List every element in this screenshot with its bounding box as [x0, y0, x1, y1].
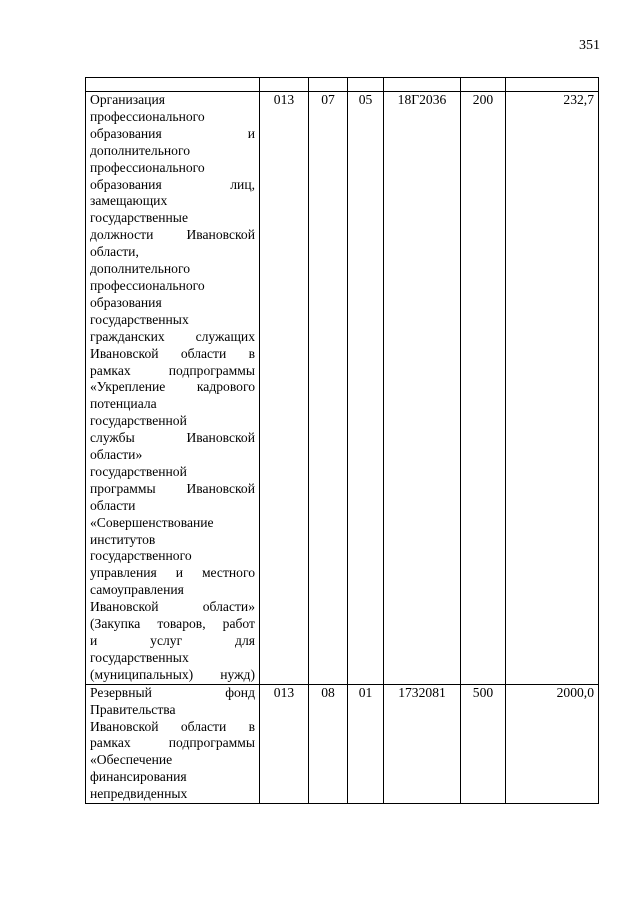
- row-name-line: государственные: [90, 210, 188, 226]
- row-name-line: Ивановской области в: [90, 718, 255, 734]
- table-row: [86, 684, 599, 803]
- row-item-code: 1732081: [384, 684, 461, 803]
- row-sum: 232,7: [506, 92, 599, 685]
- row-name-line: дополнительного: [90, 142, 191, 158]
- row-section-code: 08: [309, 684, 348, 803]
- row-name-line: Ивановской области»: [90, 599, 255, 615]
- header-cell-item: [384, 78, 461, 92]
- row-admin-code: 013: [260, 92, 309, 685]
- row-name-line: службы Ивановской: [90, 430, 255, 446]
- row-name-line: гражданских служащих: [90, 328, 255, 344]
- row-name-line: государственных: [90, 649, 189, 665]
- row-name-line: финансирования: [90, 769, 187, 785]
- page-number: 351: [579, 38, 600, 53]
- row-name-line: «Обеспечение: [90, 752, 173, 768]
- header-cell-section: [309, 78, 348, 92]
- row-type-code: 200: [461, 92, 506, 685]
- row-subsection-code: 01: [348, 684, 384, 803]
- row-name-line: государственной: [90, 463, 187, 479]
- row-name-line: программы Ивановской: [90, 480, 255, 496]
- row-name-line: образования лиц,: [90, 176, 255, 192]
- row-item-code: 18Г2036: [384, 92, 461, 685]
- row-name-line: профессионального: [90, 277, 205, 293]
- row-name-line: Резервный фонд: [90, 684, 255, 700]
- header-cell-sum: [506, 78, 599, 92]
- row-section-code: 07: [309, 92, 348, 685]
- header-cell-type: [461, 78, 506, 92]
- row-name-line: потенциала: [90, 396, 157, 412]
- row-name-line: образования: [90, 294, 162, 310]
- row-name-line: области»: [90, 447, 143, 463]
- row-name-line: «Укрепление кадрового: [90, 379, 255, 395]
- row-name-line: области: [90, 497, 136, 513]
- row-sum: 2000,0: [506, 684, 599, 803]
- row-name-line: непредвиденных: [90, 786, 188, 802]
- row-name-line: и услуг для: [90, 633, 255, 648]
- row-name-line: государственных: [90, 311, 189, 327]
- row-admin-code: 013: [260, 684, 309, 803]
- header-cell-subsection: [348, 78, 384, 92]
- table-header-row: [86, 78, 599, 92]
- row-name-line: рамках подпрограммы: [90, 362, 255, 378]
- row-name-line: государственного: [90, 548, 192, 564]
- row-name-line: Организация: [90, 92, 165, 107]
- row-name-line: государственной: [90, 413, 187, 429]
- row-name-line: дополнительного: [90, 261, 191, 277]
- row-name-line: (Закупка товаров, работ: [90, 616, 255, 632]
- header-cell-name: [86, 78, 260, 92]
- row-name-line: Ивановской области в: [90, 345, 255, 361]
- row-name-line: образования и: [90, 125, 255, 141]
- row-name-line: институтов: [90, 531, 156, 547]
- row-type-code: 500: [461, 684, 506, 803]
- row-name-line: замещающих: [90, 193, 168, 209]
- row-name-line: (муниципальных) нужд): [90, 666, 255, 682]
- row-name-line: самоуправления: [90, 582, 184, 598]
- header-cell-admin: [260, 78, 309, 92]
- row-subsection-code: 05: [348, 92, 384, 685]
- row-name-cell: [86, 684, 260, 803]
- row-name-line: области,: [90, 244, 139, 260]
- row-name-line: профессионального: [90, 108, 205, 124]
- table-row: [86, 92, 599, 685]
- row-name-line: «Совершенствование: [90, 514, 214, 530]
- row-name-line: рамках подпрограммы: [90, 735, 255, 751]
- row-name-line: Правительства: [90, 701, 176, 717]
- row-name-line: должности Ивановской: [90, 227, 255, 243]
- row-name-line: управления и местного: [90, 565, 255, 581]
- row-name-cell: [86, 92, 260, 685]
- row-name-line: профессионального: [90, 159, 205, 175]
- budget-table: [85, 77, 599, 804]
